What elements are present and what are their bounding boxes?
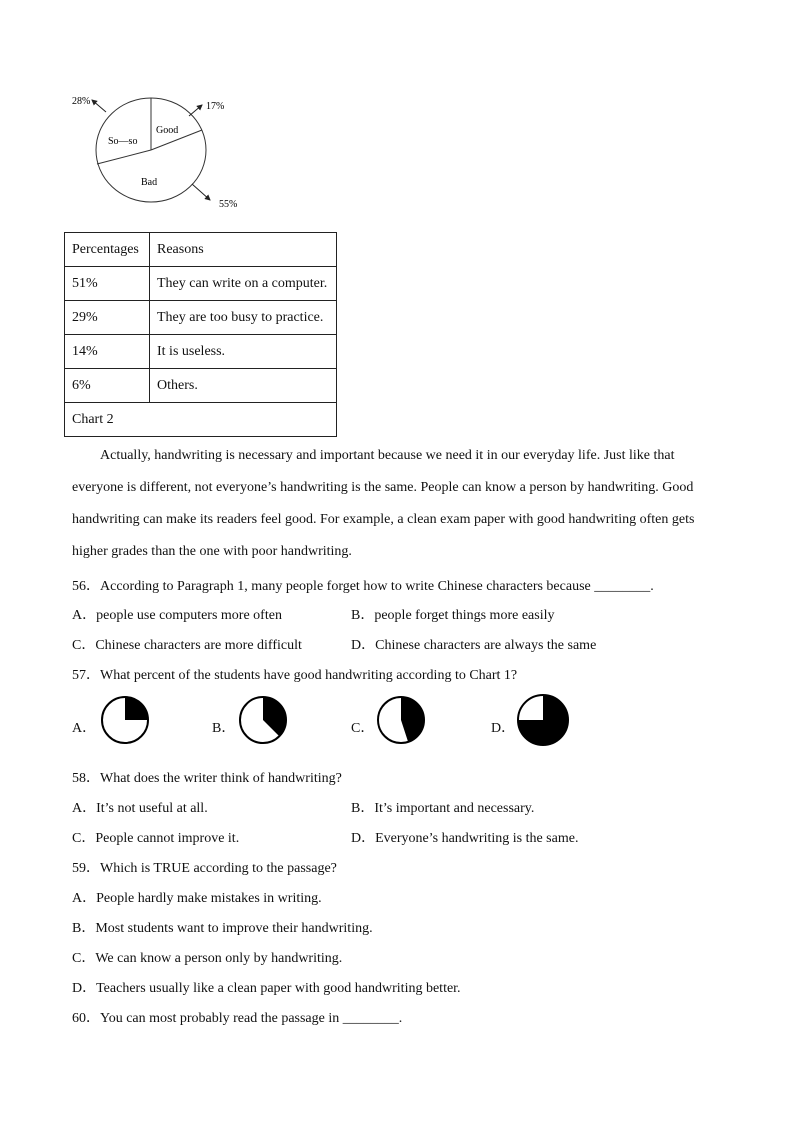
paragraph-line: Actually, handwriting is necessary and important because we need it in our everyday life. Just like that (100, 448, 675, 463)
table-row (65, 369, 337, 403)
paragraph-line: higher grades than the one with poor handwriting. (72, 544, 352, 559)
q56-option-c[interactable]: C．Chinese characters are more difficult (72, 638, 302, 653)
paragraph-line: everyone is different, not everyone’s handwriting is the same. People can know a person by handwriting. Good (72, 480, 694, 495)
slice-label-soso: So—so (108, 136, 138, 147)
table-cell-reason: They can write on a computer. (150, 267, 337, 301)
table-cell-percent: 51% (65, 267, 150, 301)
slice-label-bad: Bad (141, 177, 158, 188)
table-header-row (65, 233, 337, 267)
q57-pie-a (100, 695, 150, 745)
reasons-table (64, 232, 337, 437)
q59-option-b[interactable]: B．Most students want to improve their handwriting. (72, 921, 373, 936)
table-cell-reason: It is useless. (150, 335, 337, 369)
question-59: 59．Which is TRUE according to the passage? (72, 861, 337, 876)
q56-option-d[interactable]: D．Chinese characters are always the same (351, 638, 597, 653)
table-cell-reason: They are too busy to practice. (150, 301, 337, 335)
paragraph-line: handwriting can make its readers feel good. For example, a clean exam paper with good handwriting often gets (72, 512, 695, 527)
q56-option-a[interactable]: A．people use computers more often (72, 608, 282, 623)
q58-option-d[interactable]: D．Everyone’s handwriting is the same. (351, 831, 579, 846)
slice-label-good: Good (156, 125, 179, 136)
q56-option-b[interactable]: B．people forget things more easily (351, 608, 555, 623)
question-57: 57．What percent of the students have good handwriting according to Chart 1? (72, 668, 518, 683)
arrow-55 (192, 184, 210, 200)
question-58: 58．What does the writer think of handwriting? (72, 771, 342, 786)
table-cell-reason: Others. (150, 369, 337, 403)
q57-option-c[interactable]: C． (351, 721, 375, 736)
table-row (65, 335, 337, 369)
q58-option-b[interactable]: B．It’s important and necessary. (351, 801, 535, 816)
arrow-17 (189, 105, 202, 116)
q59-option-a[interactable]: A．People hardly make mistakes in writing. (72, 891, 322, 906)
q57-option-b[interactable]: B． (212, 721, 236, 736)
table-cell-percent: 29% (65, 301, 150, 335)
q57-pie-b (238, 695, 288, 745)
q57-pie-d (516, 693, 570, 747)
table-row (65, 301, 337, 335)
table-cell-percent: 6% (65, 369, 150, 403)
table-caption: Chart 2 (65, 403, 337, 437)
table-caption-row (65, 403, 337, 437)
slice-percent-17: 17% (206, 101, 225, 112)
arrow-28 (92, 100, 106, 112)
question-60: 60．You can most probably read the passage in ________. (72, 1011, 403, 1026)
handwriting-pie-chart (64, 88, 254, 218)
pie-wedge (125, 697, 148, 720)
q57-option-d[interactable]: D． (491, 721, 516, 736)
q57-pie-c (376, 695, 426, 745)
q59-option-d[interactable]: D．Teachers usually like a clean paper with good handwriting better. (72, 981, 461, 996)
table-header-reasons: Reasons (150, 233, 337, 267)
table-cell-percent: 14% (65, 335, 150, 369)
q58-option-a[interactable]: A．It’s not useful at all. (72, 801, 208, 816)
pie-divider-left (97, 150, 151, 164)
q59-option-c[interactable]: C．We can know a person only by handwriting. (72, 951, 343, 966)
table-header-percentages: Percentages (65, 233, 150, 267)
q58-option-c[interactable]: C．People cannot improve it. (72, 831, 240, 846)
slice-percent-28: 28% (72, 96, 91, 107)
q57-option-a[interactable]: A． (72, 721, 97, 736)
slice-percent-55: 55% (219, 199, 238, 210)
table-row (65, 267, 337, 301)
question-56: 56．According to Paragraph 1, many people forget how to write Chinese characters because ________. (72, 579, 654, 594)
